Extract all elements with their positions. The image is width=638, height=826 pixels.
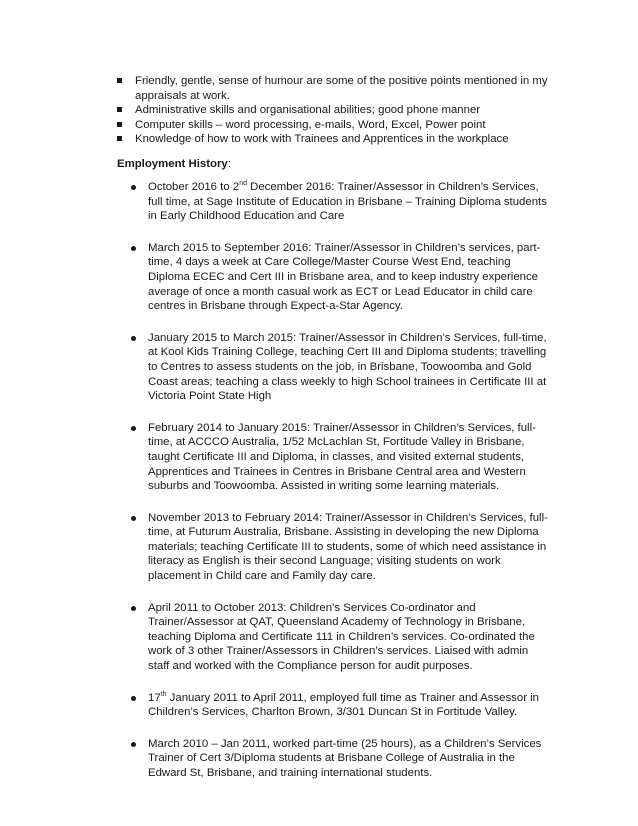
job-text: March 2010 – Jan 2011, worked part-time (25 hours), as a Children’s Services Trainer of Cert 3/Diploma students at Brisbane College of Australia in the Edward St, Brisbane, and training international students. xyxy=(148,737,542,779)
job-text: February 2014 to January 2015: Trainer/Assessor in Children’s Services, full-time, at ACCCO Australia, 1/52 McLachlan St, Fortitude Valley in Brisbane, taught Certificate III and Diploma, in classes, and visited external students, Apprentices and Trainees in Centres in Brisbane Central area and Western suburbs and Toowoomba. Assisted in writing some learning materials. xyxy=(148,421,536,493)
skill-text: Computer skills – word processing, e-mails, Word, Excel, Power point xyxy=(135,118,486,131)
job-text-cont: January 2011 to April 2011, employed full time as Trainer and Assessor in Children’s Services, Charlton Brown, 3/301 Duncan St in Fortitude Valley. xyxy=(148,691,540,719)
round-bullet-icon xyxy=(131,742,136,747)
square-bullet-icon xyxy=(117,136,122,141)
skill-text: Knowledge of how to work with Trainees and Apprentices in the workplace xyxy=(135,133,509,146)
list-item xyxy=(131,241,551,314)
job-text: 17 xyxy=(148,691,161,704)
skill-text: Administrative skills and organisational abilities; good phone manner xyxy=(135,104,481,117)
square-bullet-icon xyxy=(117,107,122,112)
heading-text: Employment History xyxy=(117,158,228,170)
job-text-cont: December 2016: Trainer/Assessor in Children’s Services, full time, at Sage Institute of Education in Brisbane – Training Diploma students in Early Childhood Education and Care xyxy=(148,181,547,223)
ordinal-suffix: nd xyxy=(239,180,247,187)
round-bullet-icon xyxy=(131,336,136,341)
round-bullet-icon xyxy=(131,246,136,251)
round-bullet-icon xyxy=(131,516,136,521)
list-item xyxy=(131,737,551,781)
list-item xyxy=(117,103,557,118)
round-bullet-icon xyxy=(131,696,136,701)
square-bullet-icon xyxy=(117,122,122,127)
round-bullet-icon xyxy=(131,426,136,431)
square-bullet-icon xyxy=(117,78,122,83)
job-text: January 2015 to March 2015: Trainer/Assessor in Children’s Services, full-time, at Kool Kids Training College, teaching Cert III and Diploma students; travelling to Centres to assess students on the job, in Brisbane, Toowoomba and Gold Coast areas; teaching a class weekly to high School trainees in Certificate III at Victoria Point State High xyxy=(148,331,547,403)
skill-text: Friendly, gentle, sense of humour are some of the positive points mentioned in my appraisals at work. xyxy=(135,75,548,102)
list-item xyxy=(117,132,557,147)
ordinal-suffix: th xyxy=(160,690,167,698)
round-bullet-icon xyxy=(131,606,136,611)
employment-list xyxy=(131,180,551,798)
round-bullet-icon xyxy=(131,185,136,190)
list-item xyxy=(117,118,557,133)
job-text: October 2016 to 2 xyxy=(148,181,240,193)
job-text: March 2015 to September 2016: Trainer/Assessor in Children’s services, part-time, 4 days a week at Care College/Master Course West End, teaching Diploma ECEC and Cert III in Brisbane area, and to keep industry experience average of once a month casual work as ECT or Lead Educator in child care centres in Brisbane through Expect-a-Star Agency. xyxy=(148,241,541,313)
list-item xyxy=(131,601,551,674)
heading-colon: : xyxy=(227,158,231,170)
skills-list xyxy=(117,74,557,147)
list-item xyxy=(131,331,551,404)
list-item xyxy=(131,180,551,224)
list-item xyxy=(131,511,551,584)
list-item xyxy=(131,691,551,720)
section-heading xyxy=(117,157,231,172)
job-text: April 2011 to October 2013: Children’s Services Co-ordinator and Trainer/Assessor at QAT, Queensland Academy of Technology in Brisbane, teaching Diploma and Certificate 111 in Children’s services. Co-ordinated the work of 3 other Trainer/Assessors in Children’s services. Liaised with admin staff and worked with the Compliance person for audit purposes. xyxy=(148,601,535,673)
list-item xyxy=(117,74,557,103)
list-item xyxy=(131,421,551,494)
job-text: November 2013 to February 2014: Trainer/Assessor in Children’s Services, full-time, at Futurum Australia, Brisbane. Assisting in developing the new Diploma materials; teaching Certificate III to students, some of which need assistance in literacy as English is their second Language; visiting students on work placement in Child care and Family day care. xyxy=(148,511,548,583)
